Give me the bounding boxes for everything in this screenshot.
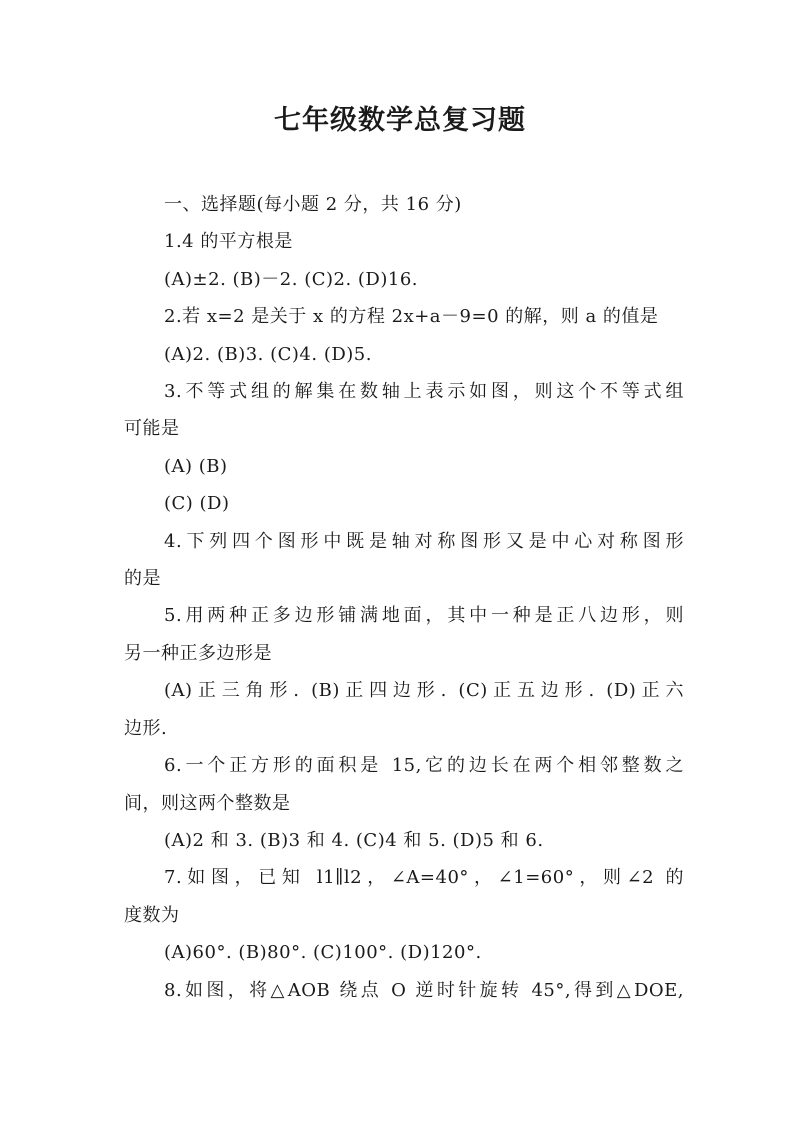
question-6-options: (A)2 和 3. (B)3 和 4. (C)4 和 5. (D)5 和 6. [164,829,544,851]
question-8: 8.如图，将△AOB 绕点 O 逆时针旋转 45°,得到△DOE, [164,979,684,1001]
question-1: 1.4 的平方根是 [164,231,293,253]
question-3-continued: 可能是 [124,418,180,440]
question-5: 5.用两种正多边形铺满地面，其中一种是正八边形，则 [164,605,684,627]
question-4: 4.下列四个图形中既是轴对称图形又是中心对称图形 [164,530,684,552]
question-6-continued: 间，则这两个整数是 [124,792,291,814]
question-3-options-cd: (C) (D) [164,493,230,515]
question-3: 3.不等式组的解集在数轴上表示如图，则这个不等式组 [164,381,684,403]
question-7-options: (A)60°. (B)80°. (C)100°. (D)120°. [164,942,482,964]
question-4-continued: 的是 [124,568,161,590]
question-5-continued: 另一种正多边形是 [124,642,272,664]
question-6: 6.一个正方形的面积是 15,它的边长在两个相邻整数之 [164,755,684,777]
question-5-options-continued: 边形. [124,717,168,739]
question-3-options-ab: (A) (B) [164,455,228,477]
document-body [124,186,684,1009]
question-7: 7.如图，已知 l1∥l2，∠A=40°，∠1=60°，则∠2 的 [164,867,684,889]
question-2: 2.若 x=2 是关于 x 的方程 2x+a－9=0 的解，则 a 的值是 [164,306,659,328]
question-5-options: (A)正三角形. (B)正四边形. (C)正五边形. (D)正六 [164,680,684,702]
question-1-options: (A)±2. (B)－2. (C)2. (D)16. [164,268,419,290]
question-2-options: (A)2. (B)3. (C)4. (D)5. [164,343,372,365]
document-title: 七年级数学总复习题 [274,105,526,136]
question-7-continued: 度数为 [124,904,180,926]
section-heading: 一、选择题(每小题 2 分，共 16 分) [164,194,462,215]
